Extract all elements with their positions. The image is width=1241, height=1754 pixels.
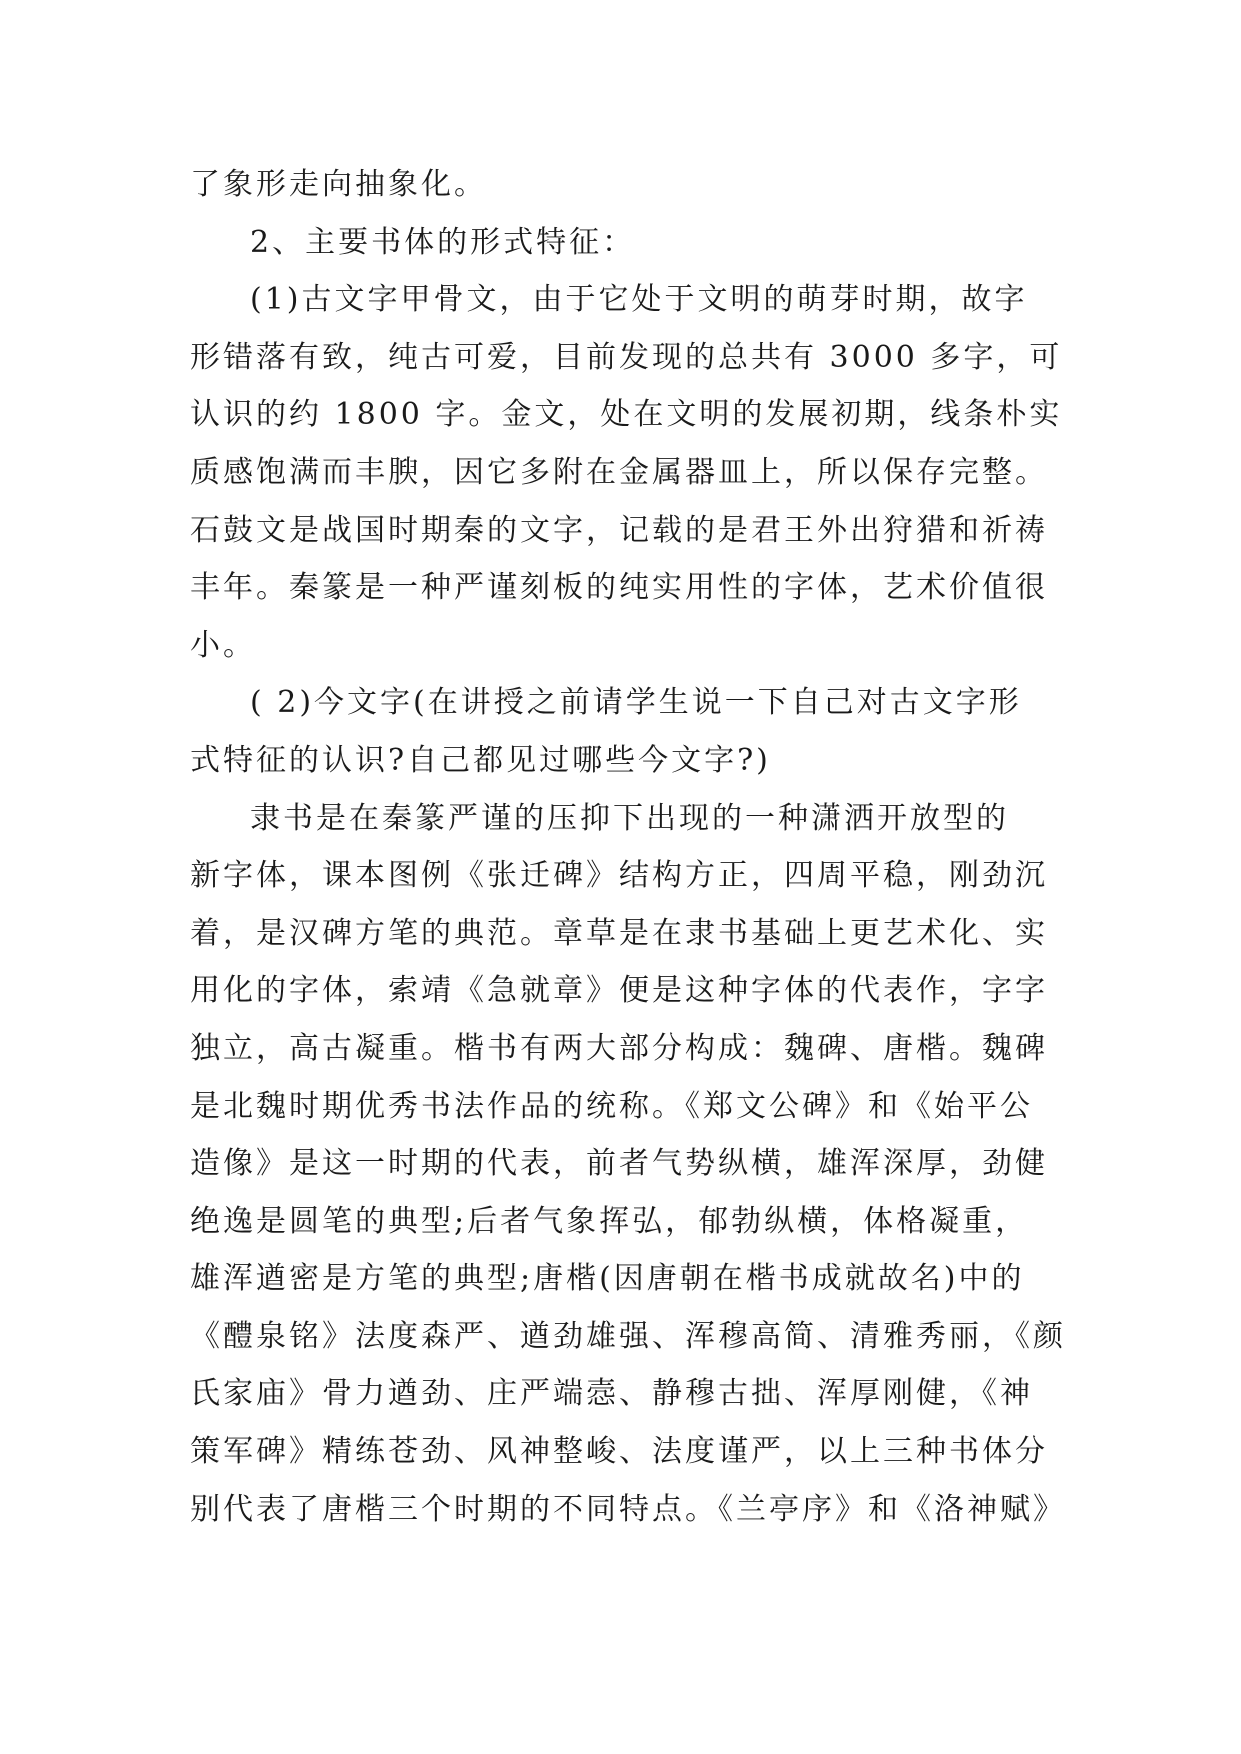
text-line: 形错落有致，纯古可爱，目前发现的总共有 3000 多字，可 (190, 339, 1063, 375)
section-heading: 2、主要书体的形式特征： (250, 224, 636, 260)
text-line: 别代表了唐楷三个时期的不同特点。《兰亭序》和《洛神赋》 (190, 1491, 1066, 1527)
text-line: ( 2)今文字(在讲授之前请学生说一下自己对古文字形 (250, 685, 1022, 721)
text-line: 是北魏时期优秀书法作品的统称。《郑文公碑》和《始平公 (190, 1088, 1033, 1124)
text-line: 策军碑》精练苍劲、风神整峻、法度谨严，以上三种书体分 (190, 1434, 1048, 1470)
text-line: 用化的字体，索靖《急就章》便是这种字体的代表作，字字 (190, 973, 1048, 1009)
document-body (190, 156, 1090, 1538)
text-line: 新字体，课本图例《张迁碑》结构方正，四周平稳，刚劲沉 (190, 858, 1048, 894)
text-line: 隶书是在秦篆严谨的压抑下出现的一种潇洒开放型的 (250, 800, 1009, 836)
text-line: 绝逸是圆笔的典型;后者气象挥弘，郁勃纵横，体格凝重， (190, 1203, 1029, 1239)
text-line: 独立，高古凝重。楷书有两大部分构成：魏碑、唐楷。魏碑 (190, 1030, 1048, 1066)
text-line: 氏家庙》骨力遒劲、庄严端悫、静穆古拙、浑厚刚健，《神 (190, 1376, 1033, 1412)
text-line: 丰年。秦篆是一种严谨刻板的纯实用性的字体，艺术价值很 (190, 570, 1048, 606)
text-line: 《醴泉铭》法度森严、遒劲雄强、浑穆高简、清雅秀丽，《颜 (190, 1318, 1066, 1354)
text-line: 雄浑遒密是方笔的典型;唐楷(因唐朝在楷书成就故名)中的 (190, 1261, 1025, 1297)
text-line: 式特征的认识?自己都见过哪些今文字?) (190, 742, 771, 778)
text-line: 认识的约 1800 字。金文，处在文明的发展初期，线条朴实 (190, 397, 1063, 433)
text-line: 着，是汉碑方笔的典范。章草是在隶书基础上更艺术化、实 (190, 915, 1048, 951)
text-line: 质感饱满而丰腴，因它多附在金属器皿上，所以保存完整。 (190, 454, 1048, 490)
text-line: 造像》是这一时期的代表，前者气势纵横，雄浑深厚，劲健 (190, 1146, 1048, 1182)
text-line: 小。 (190, 627, 256, 663)
text-line: 石鼓文是战国时期秦的文字，记载的是君王外出狩猎和祈祷 (190, 512, 1048, 548)
text-line: (1)古文字甲骨文，由于它处于文明的萌芽时期，故字 (250, 282, 1028, 318)
text-line: 了象形走向抽象化。 (190, 167, 487, 202)
